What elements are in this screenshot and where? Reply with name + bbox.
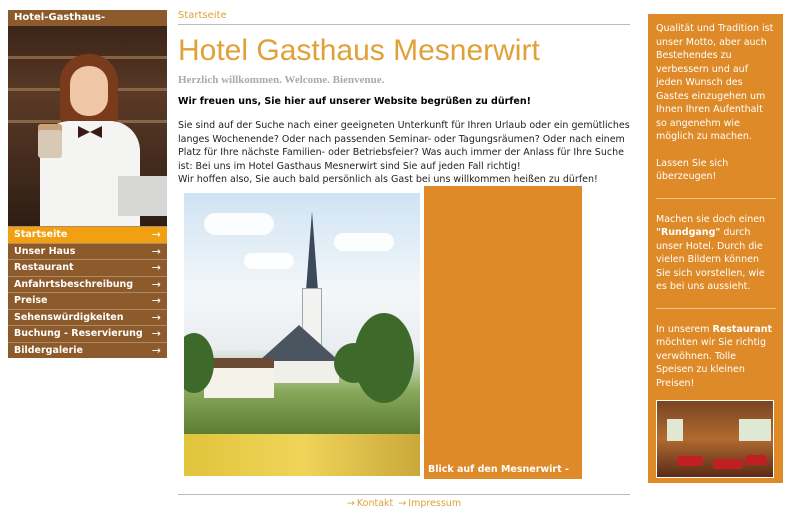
page-title: Hotel Gasthaus Mesnerwirt [178, 34, 540, 67]
main-nav [8, 226, 167, 358]
footer [178, 494, 630, 509]
restaurant-link[interactable]: Restaurant [712, 323, 773, 335]
church-painting [184, 193, 420, 476]
site-name: Hotel-Gasthaus- [8, 10, 167, 26]
restaurant-photo[interactable] [656, 400, 774, 478]
intro-headline: Wir freuen uns, Sie hier auf unserer Website begrüßen zu dürfen! [178, 96, 531, 107]
breadcrumb[interactable]: Startseite [178, 10, 630, 25]
nav-item-label: Restaurant [14, 262, 74, 274]
motto-cta: Lassen Sie sich überzeugen! [656, 157, 729, 182]
arrow-right-icon: → [151, 228, 161, 242]
image-row [184, 186, 584, 476]
tour-text-post: durch unser Hotel. Durch die vielen Bildern können Sie sich vorstellen, wie es bei uns aussieht. [656, 227, 765, 292]
arrow-right-icon: → [151, 310, 161, 324]
closing-paragraph: Wir hoffen also, Sie auch bald persönlich als Gast bei uns willkommen heißen zu dürfen! [178, 174, 598, 185]
nav-item-label: Buchung - Reservierung [14, 328, 143, 340]
restaurant-text-pre: In unserem [656, 323, 710, 335]
arrow-right-icon: → [151, 244, 161, 258]
nav-item-startseite[interactable] [8, 226, 167, 243]
motto-text: Qualität und Tradition ist unser Motto, aber auch Bestehendes zu verbessern und auf jeden Wunsch des Gastes einzugehen um Ihnen Ihren Aufenthalt so angenehm wie möglich zu machen. [656, 23, 774, 142]
nav-item-buchung-reservierung[interactable] [8, 325, 167, 342]
welcome-line: Herzlich willkommen. Welcome. Bienvenue. [178, 74, 385, 86]
left-column [8, 10, 167, 358]
caption-box [424, 186, 582, 479]
restaurant-text [656, 323, 776, 391]
nav-item-anfahrtsbeschreibung[interactable] [8, 276, 167, 293]
waitress-photo [8, 26, 167, 226]
nav-item-restaurant[interactable] [8, 259, 167, 276]
nav-item-unser-haus[interactable] [8, 243, 167, 260]
divider [656, 198, 776, 199]
imprint-link[interactable]: Impressum [408, 498, 462, 509]
contact-link[interactable]: Kontakt [356, 498, 394, 509]
arrow-right-icon: → [151, 261, 161, 275]
arrow-right-icon: → [151, 343, 161, 357]
nav-item-preise[interactable] [8, 292, 167, 309]
nav-item-bildergalerie[interactable] [8, 342, 167, 359]
tour-link[interactable]: "Rundgang" [656, 227, 721, 238]
arrow-right-icon: → [398, 498, 407, 509]
nav-item-label: Startseite [14, 229, 68, 241]
arrow-right-icon: → [151, 294, 161, 308]
restaurant-text-post: möchten wir Sie richtig verwöhnen. Tolle Speisen zu kleinen Preisen! [656, 337, 766, 389]
intro-paragraph: Sie sind auf der Suche nach einer geeigneten Unterkunft für Ihren Urlaub oder ein gemütliches langes Wochenende? Oder nach passenden Seminar- oder Tagungsräumen? Oder nach einem Platz für Ihre nächste Familien- oder Betriebsfeier? Was auch immer der Anlass für Ihre Suche ist: Bei uns im Hotel Gasthaus Mesnerwirt sind Sie auf jeden Fall richtig! [178, 120, 630, 172]
arrow-right-icon: → [346, 498, 355, 509]
image-caption: Blick auf den Mesnerwirt - [428, 464, 569, 475]
nav-item-label: Preise [14, 295, 48, 307]
nav-item-label: Unser Haus [14, 245, 76, 257]
nav-item-label: Anfahrtsbeschreibung [14, 278, 134, 290]
tour-text [656, 213, 776, 294]
nav-item-label: Sehenswürdigkeiten [14, 311, 124, 323]
divider [656, 308, 776, 309]
main-content [178, 10, 630, 475]
arrow-right-icon: → [151, 277, 161, 291]
nav-item-label: Bildergalerie [14, 344, 83, 356]
arrow-right-icon: → [151, 327, 161, 341]
nav-item-sehenswuerdigkeiten[interactable] [8, 309, 167, 326]
tour-text-pre: Machen sie doch einen [656, 213, 766, 225]
right-sidebar [648, 14, 783, 483]
